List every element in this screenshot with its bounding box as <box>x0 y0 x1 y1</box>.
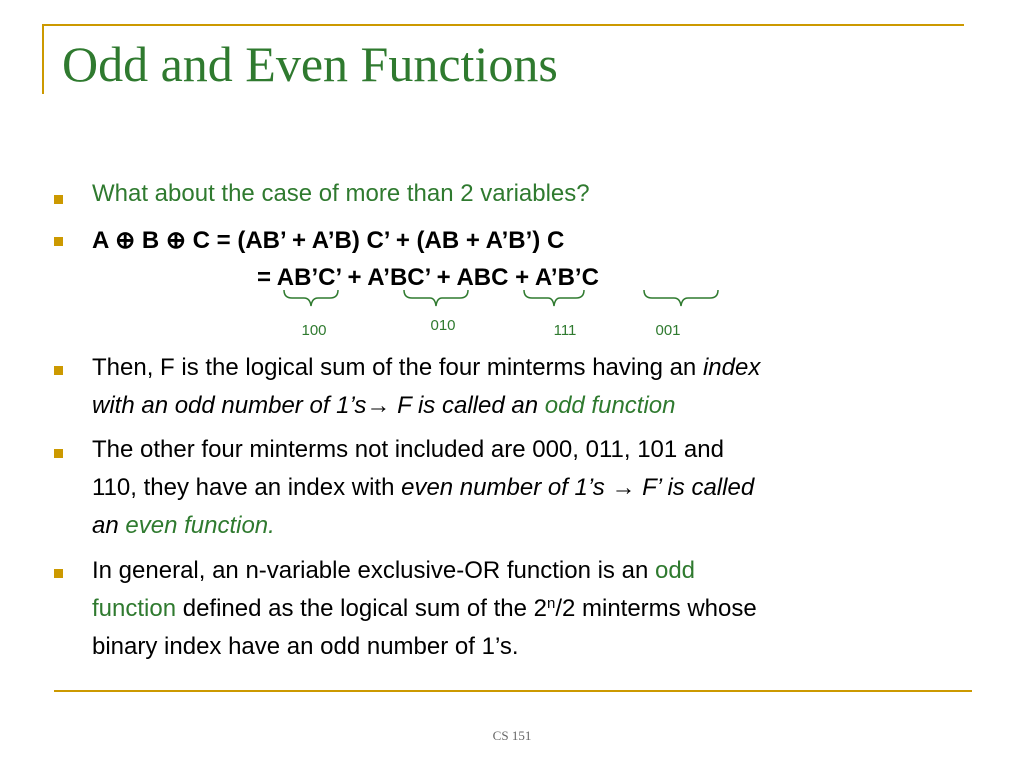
bullet-text: /2 minterms whose <box>555 595 757 622</box>
bullet-general-line3: binary index have an odd number of 1’s. <box>92 633 519 660</box>
slide-title: Odd and Even Functions <box>62 36 558 92</box>
bullet-even-function-line2 <box>92 470 972 506</box>
minterm-index-label: 001 <box>655 322 681 339</box>
right-arrow-icon: → <box>611 474 636 501</box>
bullet-question: What about the case of more than 2 variables? <box>92 180 590 207</box>
square-bullet-icon <box>54 449 63 458</box>
bullet-text: Then, F is the logical sum of the four minterms having an <box>92 354 703 381</box>
function-term: function <box>92 595 177 622</box>
square-bullet-icon <box>54 366 63 375</box>
minterm-index-label: 111 <box>553 322 577 339</box>
bullet-odd-function-line1 <box>92 350 972 386</box>
bullet-text: 110, they have an index with <box>92 474 402 501</box>
bullet-text: F’ is called <box>635 474 755 501</box>
bullet-general-line2 <box>92 591 972 627</box>
index-term: index <box>702 354 761 381</box>
bullet-text: with an odd number of 1’s <box>92 392 367 419</box>
square-bullet-icon <box>54 237 63 246</box>
slide-footer: CS 151 <box>492 728 532 743</box>
bullet-even-function-line1: The other four minterms not included are 000, 011, 101 and <box>92 436 724 463</box>
minterm-brace-icon <box>522 288 588 312</box>
equals-sign: = <box>257 264 277 291</box>
minterm-index-label: 100 <box>301 322 327 339</box>
square-bullet-icon <box>54 195 63 204</box>
xor-expansion-line: A ⊕ B ⊕ C = (AB’ + A’B) C’ + (AB + A’B’) C <box>92 227 565 254</box>
right-arrow-icon: → <box>366 392 391 419</box>
bullet-text: In general, an n-variable exclusive-OR function is an <box>92 557 655 584</box>
odd-term: odd <box>654 557 696 584</box>
exponent-n: n <box>546 595 556 612</box>
footer-rule <box>54 690 972 692</box>
bullet-text: even number of 1’s <box>401 474 612 501</box>
minterm-term: A’B’C <box>534 264 599 291</box>
bullet-general-line1 <box>92 553 972 589</box>
odd-function-term: odd function <box>544 392 676 419</box>
bullet-text: F is called an <box>390 392 545 419</box>
minterm-term: ABC <box>456 264 509 291</box>
bullet-odd-function-line2 <box>92 388 972 424</box>
minterm-brace-icon <box>642 288 722 312</box>
plus-sign: + <box>508 264 535 291</box>
slide-frame-top-rule <box>42 24 964 26</box>
bullet-even-function-line3 <box>92 508 972 544</box>
minterm-brace-icon <box>282 288 342 312</box>
minterm-brace-icon <box>402 288 472 312</box>
plus-sign: + <box>340 264 368 291</box>
minterm-term: A’BC’ <box>367 264 430 291</box>
bullet-text: an <box>92 512 126 539</box>
slide-frame-left-rule <box>42 24 44 94</box>
square-bullet-icon <box>54 569 63 578</box>
minterm-index-label: 010 <box>430 317 456 334</box>
plus-sign: + <box>429 264 457 291</box>
minterm-term: AB’C’ <box>276 264 341 291</box>
even-function-term: even function. <box>125 512 275 539</box>
bullet-text: defined as the logical sum of the 2 <box>176 595 547 622</box>
